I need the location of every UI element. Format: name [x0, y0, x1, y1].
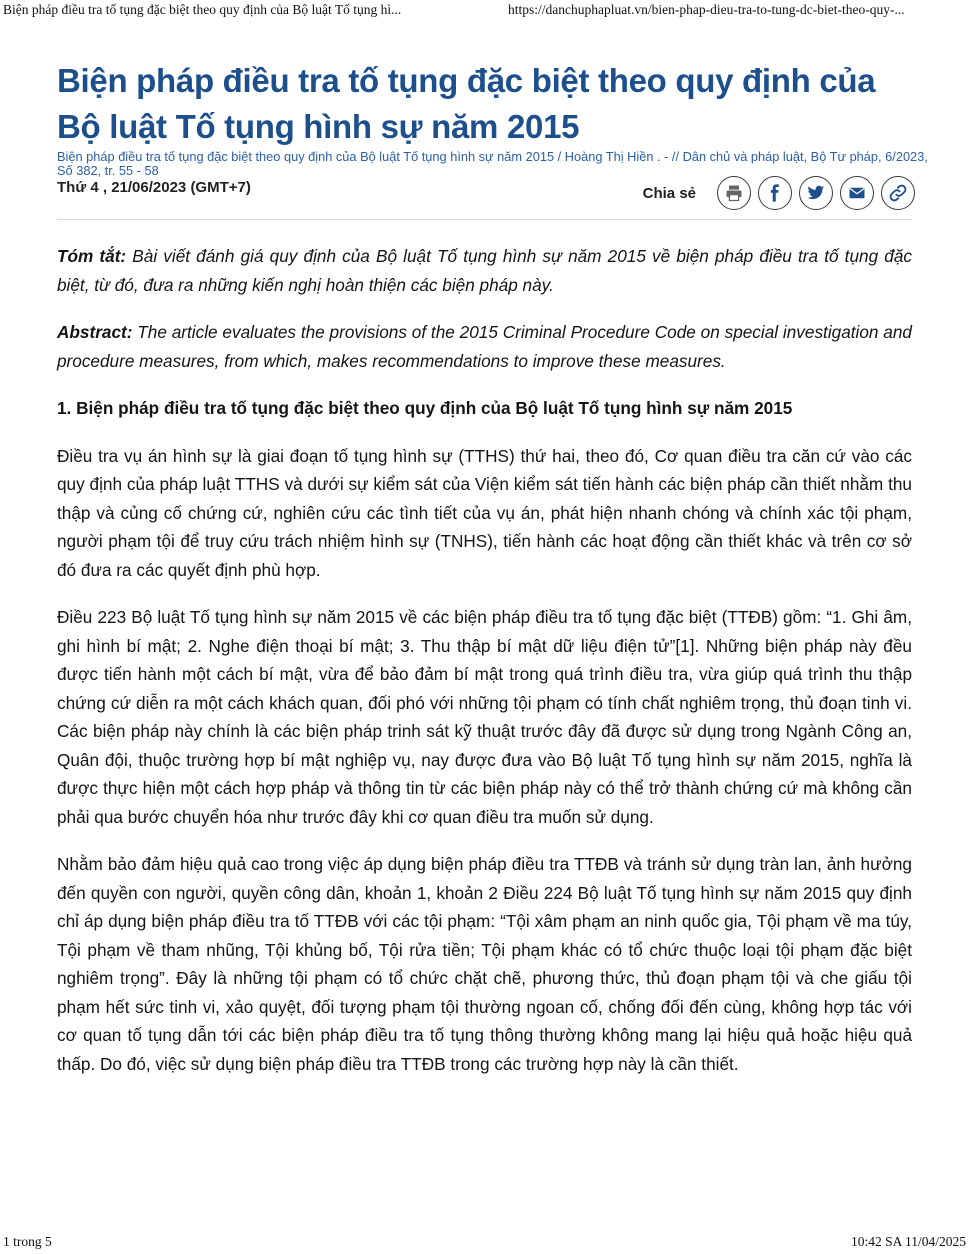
abstract-text: The article evaluates the provisions of the 2015 Criminal Procedure Code on special investigation and procedure measures, from which, makes recommendations to improve these measures.	[57, 322, 912, 371]
article-title	[57, 58, 912, 150]
link-icon	[888, 183, 908, 203]
section-1-heading: 1. Biện pháp điều tra tố tụng đặc biệt theo quy định của Bộ luật Tố tụng hình sự năm 2015	[57, 398, 793, 418]
title-line-1: Biện pháp điều tra tố tụng đặc biệt theo quy định của	[57, 62, 876, 99]
publish-date: Thứ 4 , 21/06/2023 (GMT+7)	[57, 179, 251, 196]
page-indicator: 1 trong 5	[3, 1234, 52, 1249]
print-footer	[0, 1232, 969, 1254]
share-label: Chia sẻ	[642, 184, 696, 202]
email-share-button[interactable]	[840, 176, 874, 210]
article-meta	[57, 176, 912, 218]
abstract-paragraph	[57, 318, 912, 375]
meta-divider	[57, 219, 912, 220]
facebook-share-button[interactable]	[758, 176, 792, 210]
abstract-label: Abstract:	[57, 322, 133, 342]
email-icon	[848, 184, 866, 202]
print-icon	[724, 183, 744, 203]
body-paragraph-2: Điều 223 Bộ luật Tố tụng hình sự năm 2015 về các biện pháp điều tra tố tụng đặc biệt (TTĐB) gồm: “1. Ghi âm, ghi hình bí mật; 2. Nghe điện thoại bí mật; 3. Thu thập bí mật dữ liệu điện tử”[1]. Những biện pháp này đều được tiến hành một cách bí mật, vừa để bảo đảm bí mật trong quá trình điều tra, vừa giúp quá trình thu thập chứng cứ diễn ra một cách khách quan, đối phó với những tội phạm có tính chất nghiêm trọng, thủ đoạn tinh vi. Các biện pháp này chính là các biện pháp trinh sát kỹ thuật trước đây đã được sử dụng trong Ngành Công an, Quân đội, thuộc trường hợp bí mật nghiệp vụ, nay được đưa vào Bộ luật Tố tụng hình sự năm 2015, nghĩa là được thực hiện một cách hợp pháp và thông tin từ các biện pháp này có thể trở thành chứng cứ mà không cần phải qua bước chuyển hóa như trước đây khi cơ quan điều tra muốn sử dụng.	[57, 607, 912, 827]
print-button[interactable]	[717, 176, 751, 210]
copy-link-button[interactable]	[881, 176, 915, 210]
title-line-2: Bộ luật Tố tụng hình sự năm 2015	[57, 108, 580, 145]
print-page-title: Biện pháp điều tra tố tụng đặc biệt theo quy định của Bộ luật Tố tụng hì...	[3, 2, 402, 17]
facebook-icon	[766, 184, 784, 202]
twitter-share-button[interactable]	[799, 176, 833, 210]
body-paragraph-1: Điều tra vụ án hình sự là giai đoạn tố tụng hình sự (TTHS) thứ hai, theo đó, Cơ quan điều tra căn cứ vào các quy định của pháp luật TTHS và dưới sự kiểm sát của Viện kiểm sát tiến hành các biện pháp cần thiết nhằm thu thập và củng cố chứng cứ, nghiên cứu các tình tiết của vụ án, phát hiện nhanh chóng và chính xác tội phạm, người phạm tội để truy cứu trách nhiệm hình sự (TNHS), tiến hành các hoạt động cần thiết khác và trên cơ sở đó đưa ra các quyết định phù hợp.	[57, 445, 912, 580]
body-paragraph-3: Nhằm bảo đảm hiệu quả cao trong việc áp dụng biện pháp điều tra TTĐB và tránh sử dụng tràn lan, ảnh hưởng đến quyền con người, quyền công dân, khoản 1, khoản 2 Điều 224 Bộ luật Tố tụng hình sự năm 2015 quy định chỉ áp dụng biện pháp điều tra tố TTĐB với các tội phạm: “Tội xâm phạm an ninh quốc gia, Tội phạm về ma túy, Tội phạm về tham nhũng, Tội khủng bố, Tội rửa tiền; Tội phạm khác có tổ chức thuộc loại tội phạm đặc biệt nghiêm trọng”. Đây là những tội phạm có tổ chức chặt chẽ, phương thức, thủ đoạn phạm tội và che giấu tội phạm hết sức tinh vi, xảo quyệt, đối tượng phạm tội thường ngoan cố, chống đối đến cùng, không hợp tác với cơ quan tố tụng dẫn tới các biện pháp điều tra tố tụng thông thường không mang lại hiệu quả hoặc hiệu quả thấp. Do đó, việc sử dụng biện pháp điều tra TTĐB trong các trường hợp này là cần thiết.	[57, 854, 912, 1074]
summary-paragraph	[57, 242, 912, 299]
article-body	[57, 242, 912, 1078]
twitter-icon	[807, 184, 825, 202]
summary-label: Tóm tắt:	[57, 246, 127, 266]
print-page-url: https://danchuphapluat.vn/bien-phap-dieu-tra-to-tung-dc-biet-theo-quy-...	[508, 2, 905, 17]
print-timestamp: 10:42 SA 11/04/2025	[850, 1234, 966, 1249]
article	[57, 58, 928, 1097]
article-citation: Biện pháp điều tra tố tụng đặc biệt theo quy định của Bộ luật Tố tụng hình sự năm 2015 / Hoàng Thị Hiền . - // Dân chủ và pháp luật, Bộ Tư pháp, 6/2023, Số 382, tr. 55 - 58	[57, 149, 928, 178]
print-header	[0, 0, 969, 22]
summary-text: Bài viết đánh giá quy định của Bộ luật Tố tụng hình sự năm 2015 về biện pháp điều tra tố tụng đặc biệt, từ đó, đưa ra những kiến nghị hoàn thiện các biện pháp này.	[57, 246, 912, 295]
share-bar	[643, 176, 915, 210]
